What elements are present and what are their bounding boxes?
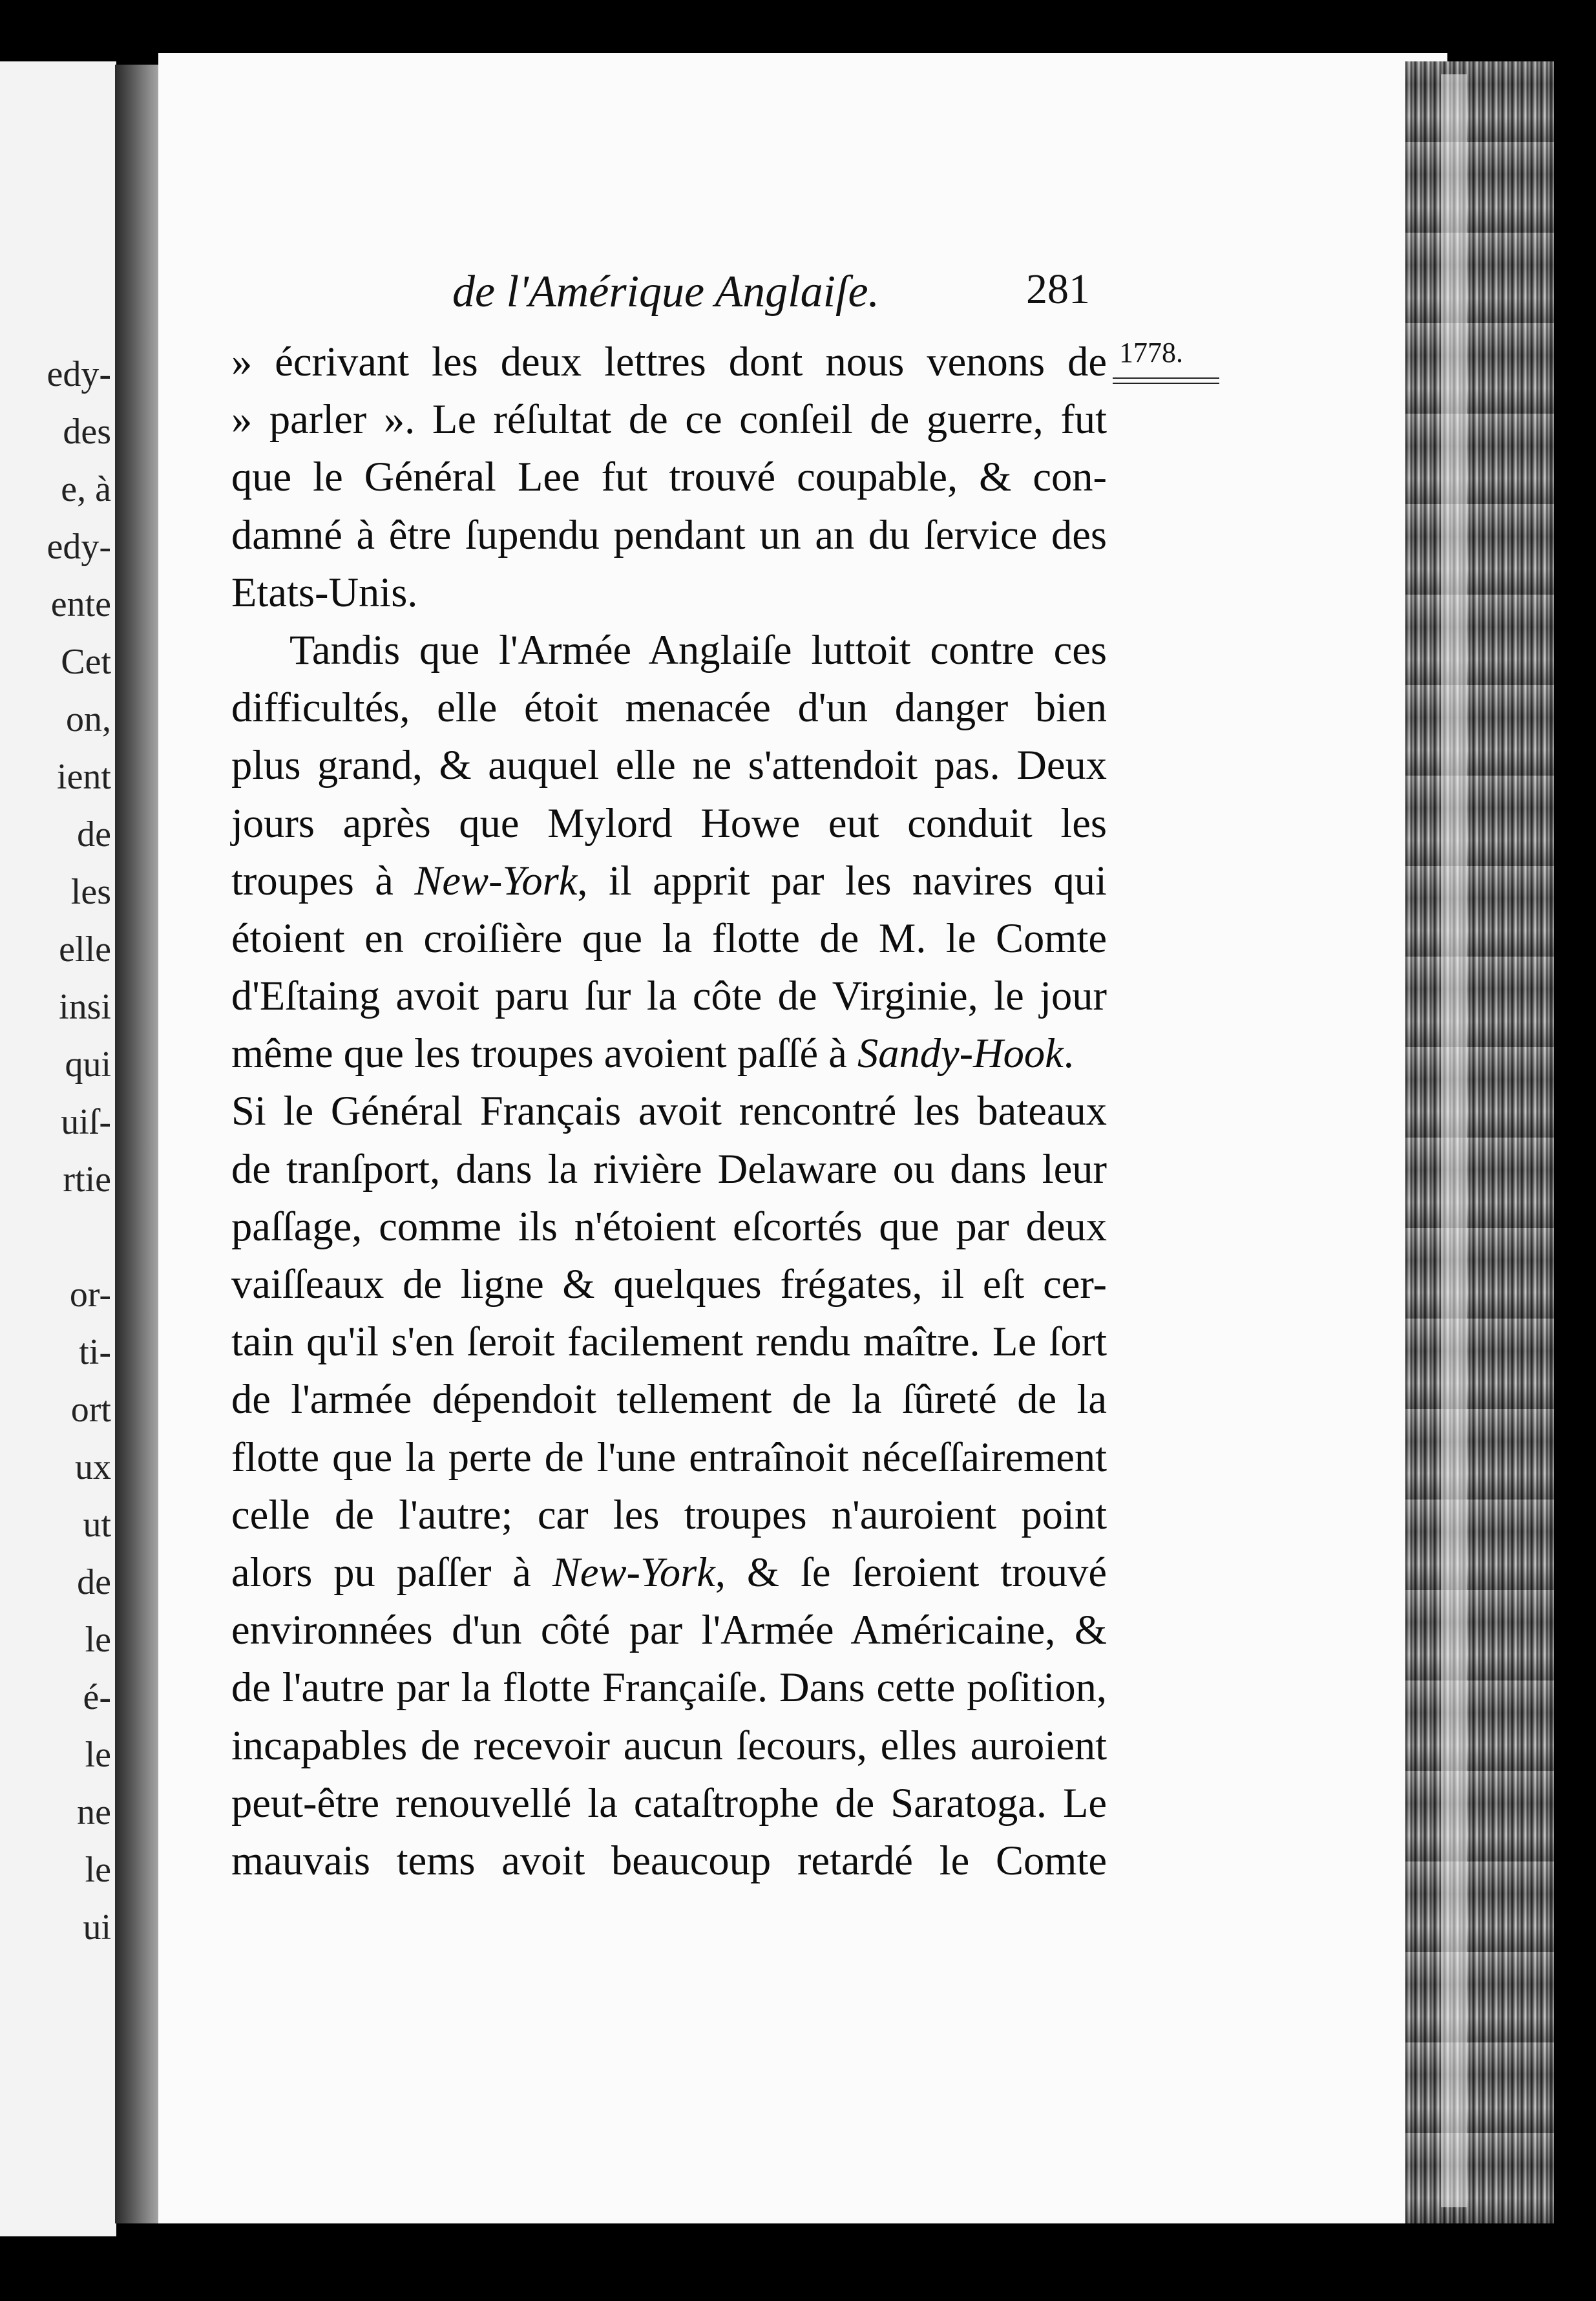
- text-line: flotte que la perte de l'une entraînoit néceſſairement: [231, 1434, 1107, 1480]
- facing-page-fragment: uiſ-: [61, 1102, 111, 1142]
- body-text: [231, 333, 1107, 1889]
- facing-page-fragment: ut: [83, 1505, 111, 1545]
- facing-page-fragment: le: [85, 1620, 111, 1660]
- facing-page-fragment: ne: [77, 1792, 111, 1832]
- text-line-segment: troupes à: [231, 857, 415, 904]
- text-line: Tandis que l'Armée Anglaiſe luttoit contre ces: [289, 626, 1107, 673]
- text-line: de l'autre par la flotte Françaiſe. Dans cette poſition,: [231, 1664, 1107, 1711]
- text-line: damné à être ſupendu pendant un an du ſervice des: [231, 511, 1107, 558]
- text-line: difficultés, elle étoit menacée d'un danger bien: [231, 684, 1107, 731]
- facing-page-fragment: de: [77, 1562, 111, 1602]
- running-header-title: de l'Amérique Anglaiſe.: [452, 267, 880, 317]
- text-line: » écrivant les deux lettres dont nous venons de: [231, 339, 1107, 385]
- text-line: celle de l'autre; car les troupes n'auroient point: [231, 1491, 1107, 1538]
- text-line: vaiſſeaux de ligne & quelques frégates, il eſt cer-: [231, 1261, 1107, 1307]
- facing-page-fragment: insi: [59, 987, 111, 1027]
- text-line: Etats-Unis.: [231, 569, 418, 615]
- text-line: Si le Général Français avoit rencontré les bateaux: [231, 1088, 1107, 1134]
- text-line-segment: , & ſe ſeroient trouvé: [715, 1549, 1107, 1595]
- text-line: [231, 852, 1107, 909]
- facing-page-fragment: les: [70, 872, 111, 912]
- facing-page-fragment: ient: [57, 757, 111, 797]
- text-line-segment: alors pu paſſer à: [231, 1549, 552, 1595]
- text-line: que le Général Lee fut trouvé coupable, & con-: [231, 454, 1107, 500]
- facing-page-left: [0, 61, 116, 2236]
- facing-page-fragment: rtie: [63, 1160, 111, 1200]
- facing-page-fragment: ti-: [79, 1332, 111, 1372]
- text-line: [231, 1024, 1107, 1082]
- facing-page-fragment: de: [77, 814, 111, 854]
- text-line: environnées d'un côté par l'Armée Américaine, &: [231, 1607, 1107, 1653]
- text-line: plus grand, & auquel elle ne s'attendoit pas. Deux: [231, 742, 1107, 789]
- facing-page-fragment: le: [85, 1735, 111, 1775]
- margin-year-rule: [1113, 377, 1219, 384]
- text-line: mauvais tems avoit beaucoup retardé le Comte: [231, 1837, 1107, 1883]
- facing-page-fragment: [0, 1209, 116, 1266]
- text-line: étoient en croiſière que la flotte de M. le Comte: [231, 915, 1107, 961]
- text-line: de l'armée dépendoit tellement de la ſûreté de la: [231, 1376, 1107, 1423]
- text-line: paſſage, comme ils n'étoient eſcortés que par deux: [231, 1203, 1107, 1249]
- page-edges-highlight: [1441, 74, 1467, 2207]
- text-line: [231, 1543, 1107, 1601]
- text-line: incapables de recevoir aucun ſecours, elles auroient: [231, 1722, 1107, 1768]
- italic-place-name: New-York: [552, 1549, 715, 1595]
- facing-page-text-fragments: [0, 346, 116, 1956]
- text-line-segment: même que les troupes avoient paſſé à: [231, 1030, 857, 1077]
- facing-page-fragment: ort: [70, 1390, 111, 1430]
- facing-page-fragment: e, à: [61, 469, 111, 509]
- page-number: 281: [1026, 266, 1090, 313]
- facing-page-fragment: ui: [83, 1907, 111, 1947]
- text-line: » parler ». Le réſultat de ce conſeil de guerre, fut: [231, 396, 1107, 443]
- text-line: peut-être renouvellé la cataſtrophe de Saratoga. Le: [231, 1779, 1107, 1826]
- facing-page-fragment: elle: [59, 929, 111, 970]
- page-edges-shading: [1405, 61, 1554, 2223]
- facing-page-fragment: edy-: [47, 354, 111, 394]
- text-line: jours après que Mylord Howe eut conduit les: [231, 800, 1107, 846]
- facing-page-fragment: des: [63, 412, 111, 452]
- facing-page-fragment: le: [85, 1850, 111, 1890]
- facing-page-fragment: é-: [83, 1677, 111, 1717]
- italic-place-name: Sandy-Hook: [857, 1030, 1064, 1077]
- facing-page-fragment: edy-: [47, 527, 111, 567]
- margin-year-note: 1778.: [1119, 337, 1183, 368]
- text-line-segment: , il apprit par les navires qui: [577, 857, 1107, 904]
- text-line: d'Eſtaing avoit paru ſur la côte de Virginie, le jour: [231, 973, 1107, 1019]
- facing-page-fragment: ente: [50, 584, 111, 624]
- text-line: tain qu'il s'en ſeroit facilement rendu maître. Le ſort: [231, 1319, 1107, 1365]
- facing-page-fragment: or-: [69, 1275, 111, 1315]
- facing-page-fragment: ux: [75, 1447, 111, 1487]
- facing-page-fragment: qui: [65, 1044, 111, 1085]
- facing-page-fragment: on,: [66, 699, 111, 739]
- text-line: de tranſport, dans la rivière Delaware ou dans leur: [231, 1145, 1107, 1192]
- italic-place-name: New-York: [414, 857, 578, 904]
- text-line-segment: .: [1063, 1030, 1074, 1077]
- facing-page-fragment: Cet: [61, 642, 111, 682]
- book-gutter: [115, 65, 160, 2223]
